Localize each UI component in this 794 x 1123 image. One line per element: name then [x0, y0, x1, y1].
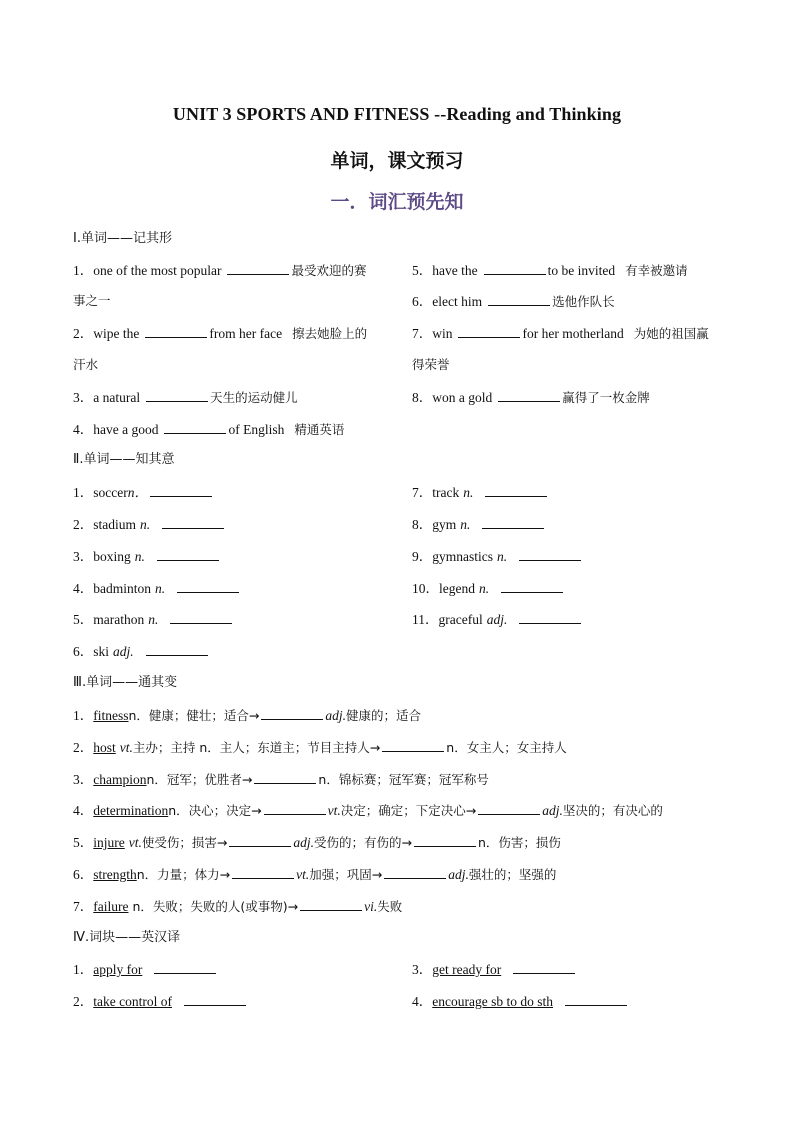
answer-blank[interactable] [146, 643, 208, 656]
answer-blank[interactable] [150, 484, 212, 497]
part4-item-2: 2．take control of [73, 993, 248, 1010]
part2-item-6: 6．ski adj. [73, 643, 210, 660]
part1-item-5: 5．have the to be invited 有幸被邀请 [412, 263, 688, 278]
answer-blank[interactable] [498, 389, 560, 402]
part1-label: Ⅰ.单词——记其形 [73, 231, 172, 246]
answer-blank[interactable] [565, 993, 627, 1006]
answer-blank[interactable] [261, 707, 323, 720]
part1-item-6: 6．elect him 选他作队长 [412, 294, 615, 309]
part1-item-1-cont: 事之一 [73, 293, 111, 308]
part1-item-4: 4．have a good of English 精通英语 [73, 422, 345, 437]
part3-label: Ⅲ.单词——通其变 [73, 675, 178, 690]
answer-blank[interactable] [170, 611, 232, 624]
answer-blank[interactable] [184, 993, 246, 1006]
answer-blank[interactable] [162, 516, 224, 529]
page-title: UNIT 3 SPORTS AND FITNESS --Reading and Thinking [172, 104, 622, 124]
part1-item-3: 3．a natural 天生的运动健儿 [73, 390, 298, 405]
answer-blank[interactable] [458, 325, 520, 338]
answer-blank[interactable] [478, 802, 540, 815]
part2-item-11: 11．graceful adj. [412, 611, 583, 628]
part3-item-3: 3．championn．冠军；优胜者→ n．锦标赛；冠军赛；冠军称号 [73, 772, 489, 787]
part2-item-8: 8．gym n. [412, 516, 546, 533]
answer-blank[interactable] [482, 516, 544, 529]
part2-item-5: 5．marathon n. [73, 611, 234, 628]
part1-item-7-cont: 得荣誉 [412, 357, 450, 372]
answer-blank[interactable] [513, 961, 575, 974]
answer-blank[interactable] [264, 802, 326, 815]
part1-item-7: 7．win for her motherland 为她的祖国赢 [412, 326, 709, 341]
answer-blank[interactable] [501, 580, 563, 593]
page-subtitle: 单词，课文预习 [330, 150, 464, 172]
part2-item-7: 7．track n. [412, 484, 549, 501]
answer-blank[interactable] [157, 548, 219, 561]
part3-item-5: 5．injure vt.使受伤；损害→ adj.受伤的；有伤的→ n．伤害；损伤 [73, 835, 561, 850]
part4-item-4: 4．encourage sb to do sth [412, 993, 629, 1010]
part1-item-8: 8．won a gold 赢得了一枚金牌 [412, 390, 650, 405]
answer-blank[interactable] [146, 389, 208, 402]
answer-blank[interactable] [154, 961, 216, 974]
part3-item-6: 6．strengthn．力量；体力→ vt.加强；巩固→ adj.强壮的；坚强的 [73, 867, 557, 882]
part1-item-2: 2．wipe the from her face 擦去她脸上的 [73, 326, 368, 341]
answer-blank[interactable] [382, 739, 444, 752]
part2-label: Ⅱ.单词——知其意 [73, 452, 175, 467]
part1-item-2-cont: 汗水 [73, 357, 99, 372]
part3-item-1: 1．fitnessn．健康；健壮；适合→ adj.健康的；适合 [73, 708, 422, 723]
answer-blank[interactable] [177, 580, 239, 593]
part4-item-3: 3．get ready for [412, 961, 577, 978]
part2-item-9: 9．gymnastics n. [412, 548, 583, 565]
answer-blank[interactable] [229, 834, 291, 847]
answer-blank[interactable] [519, 611, 581, 624]
answer-blank[interactable] [232, 866, 294, 879]
part2-item-4: 4．badminton n. [73, 580, 241, 597]
answer-blank[interactable] [488, 293, 550, 306]
part4-label: Ⅳ.词块——英汉译 [73, 930, 181, 945]
answer-blank[interactable] [384, 866, 446, 879]
answer-blank[interactable] [300, 898, 362, 911]
answer-blank[interactable] [519, 548, 581, 561]
part3-item-4: 4．determinationn．决心；决定→ vt.决定；确定；下定决心→ adj.坚决的；有决心的 [73, 803, 663, 818]
section-heading: 一．词汇预先知 [330, 191, 464, 213]
part4-item-1: 1．apply for [73, 961, 218, 978]
part2-item-3: 3．boxing n. [73, 548, 221, 565]
answer-blank[interactable] [227, 262, 289, 275]
part2-item-10: 10．legend n. [412, 580, 565, 597]
part2-item-2: 2．stadium n. [73, 516, 226, 533]
part2-item-1: 1．soccern． [73, 484, 214, 501]
part1-item-1: 1．one of the most popular 最受欢迎的赛 [73, 263, 367, 278]
part3-item-2: 2．host vt.主办；主持 n．主人；东道主；节目主持人→ n．女主人；女主持人 [73, 740, 567, 755]
answer-blank[interactable] [414, 834, 476, 847]
answer-blank[interactable] [164, 421, 226, 434]
answer-blank[interactable] [145, 325, 207, 338]
answer-blank[interactable] [485, 484, 547, 497]
answer-blank[interactable] [254, 771, 316, 784]
answer-blank[interactable] [484, 262, 546, 275]
part3-item-7: 7．failure n．失败；失败的人(或事物)→ vi.失败 [73, 899, 403, 914]
